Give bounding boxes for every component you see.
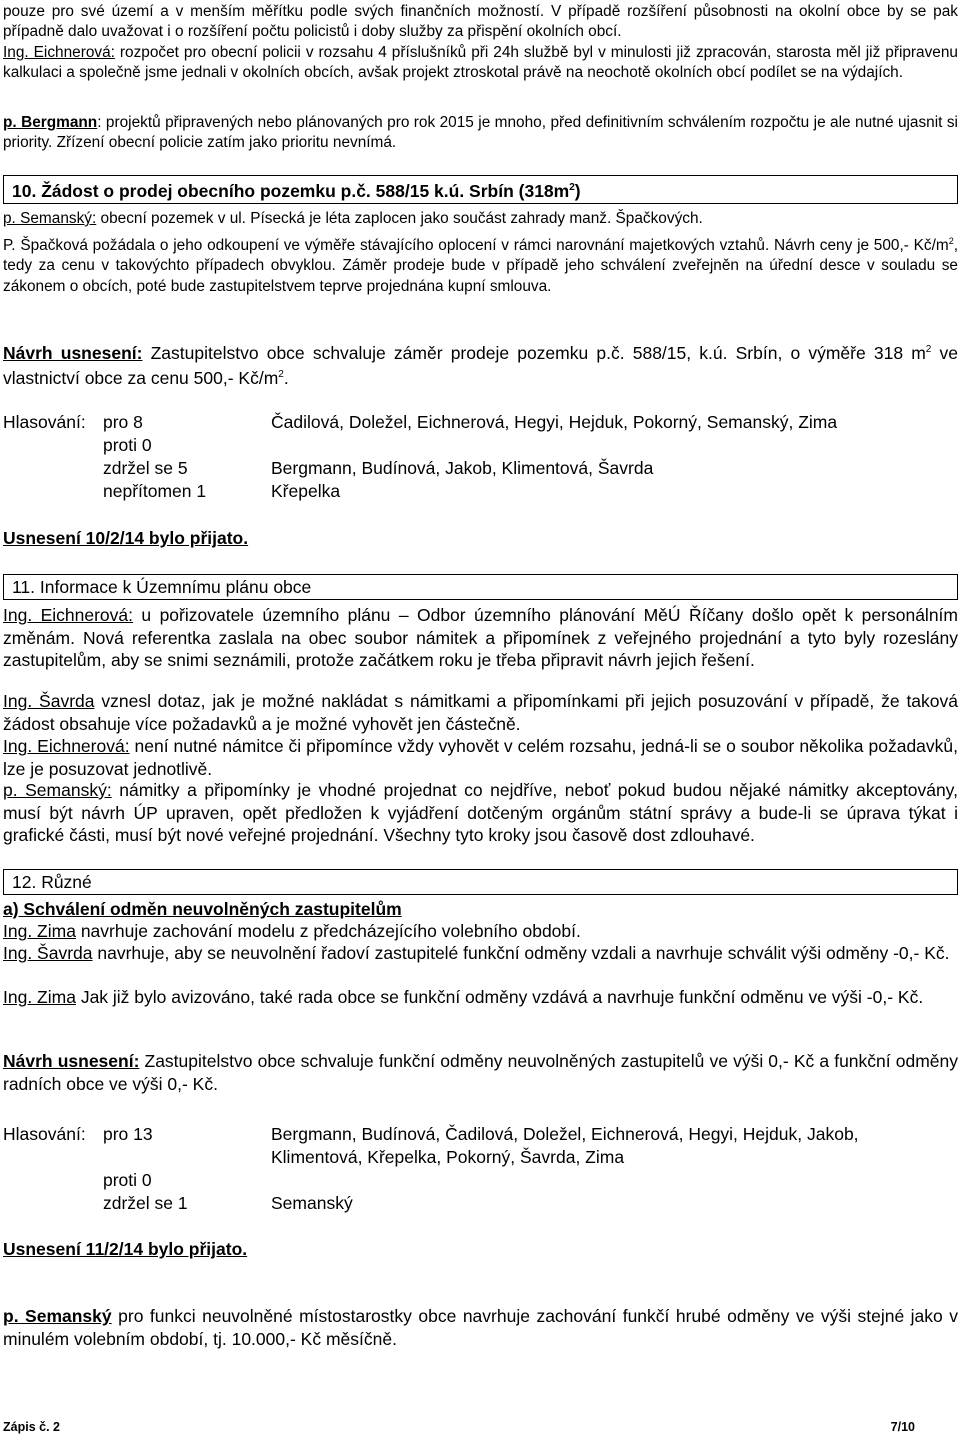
section-11-paragraph-d: p. Semanský: námitky a připomínky je vhodné projednat co nejdříve, neboť pokud budou nějaké námitky akceptovány, musí být návrh ÚP upraven, opět předložen k vyjádření dotčeným orgánům státní správy a bude-li se úprava týkat i grafické části, musí být nové veřejné projednání. Všechny tyto kroky jsou časově dost zdlouhavé. [3, 780, 958, 846]
section-10-paragraph: P. Špačková požádala o jeho odkoupení ve výměře stávajícího oplocení v rámci narovnání majetkových vztahů. Návrh ceny je 500,- $Kč/m^2$, tedy za cenu v takovýchto případech obvyklou. Záměr prodeje bude v případě jeho schválení zveřejněn na úřední desce v souladu se zákonem o obcích, poté bude zastupitelstvem teprve projednána kupní smlouva. [3, 236, 958, 295]
section-12-paragraph-b: Ing. Šavrda navrhuje, aby se neuvolnění řadoví zastupitelé funkční odměny vzdali a navrhuje schválit výši odměny -0,- Kč. [3, 943, 950, 963]
page-footer [3, 1420, 915, 1434]
section-11-paragraph-c: Ing. Eichnerová: není nutné námitce či připomínce vždy vyhovět v celém rozsahu, jedná-li se o soubor několika požadavků, lze je posuzovat jednotlivě. [3, 736, 958, 779]
vote-row: Hlasování: pro 13 Bergmann, Budínová, Čadilová, Doležel, Eichnerová, Hegyi, Hejduk, Jakob, Klimentová, Křepelka, Pokorný, Šavrda, Zima [3, 1124, 859, 1167]
section-10-vote-table [3, 411, 958, 503]
proposal-label: Návrh usnesení: [3, 342, 143, 363]
vote-row: proti 0 [103, 1170, 152, 1190]
vote-row: zdržel se 1 Semanský [103, 1193, 353, 1213]
paragraph-eichnerova-police [3, 43, 958, 84]
section-12-last-paragraph: p. Semanský pro funkci neuvolněné místostarostky obce navrhuje zachování funkčí hrubé odměny ve výši stejné jako v minulém volebním období, tj. 10.000,- Kč měsíčně. [3, 1306, 959, 1349]
vote-label: Hlasování: [3, 1124, 86, 1144]
speaker-name: Ing. Zima [3, 921, 76, 941]
section-10-line-1: p. Semanský: obecní pozemek v ul. Písecká je léta zaplocen jako součást zahrady manž. Špačkových. [3, 210, 703, 227]
section-12-paragraph-c: Ing. Zima Jak již bylo avizováno, také rada obce se funkční odměny vzdává a navrhuje funkční odměnu ve výši -0,- Kč. [3, 987, 924, 1007]
speaker-name: Ing. Eichnerová: [3, 44, 115, 61]
vote-label: Hlasování: [3, 412, 86, 432]
section-12-subheading: a) Schválení odměn neuvolněných zastupitelům [3, 899, 402, 919]
speaker-name: Ing. Šavrda [3, 943, 93, 963]
paragraph-text: rozpočet pro obecní policii v rozsahu 4 příslušníků při 24h službě byl v minulosti již zpracován, starosta měl již připravenu kalkulaci a společně jsme jednali v okolních obcích, avšak projekt ztroskotal právě na neochotě okolních obcí podílet se na výdajích. [3, 44, 958, 82]
speaker-name: Ing. Šavrda [3, 691, 95, 711]
section-10-result: Usnesení 10/2/14 bylo přijato. [3, 528, 249, 548]
paragraph-text: : projektů připravených nebo plánovaných pro rok 2015 je mnoho, před definitivním schválením rozpočtu je ale nutné ujasnit si priority. Zřízení obecní policie zatím jako prioritu nevnímá. [3, 114, 958, 152]
section-12-result: Usnesení 11/2/14 bylo přijato. [3, 1239, 248, 1259]
section-heading-12: 12. Různé [3, 869, 958, 895]
footer-document-id: Zápis č. 2 [3, 1420, 60, 1434]
speaker-name: p. Semanský: [3, 780, 112, 800]
speaker-name: Ing. Zima [3, 987, 76, 1007]
intro-paragraph: pouze pro své území a v menším měřítku podle svých finančních možností. V případě rozšíření působnosti na okolní obce by se pak případně dalo uvažovat i o rozšíření počtu policistů i doby služby za přispění okolních obcí. [3, 3, 958, 41]
vote-row: zdržel se 5 Bergmann, Budínová, Jakob, Klimentová, Šavrda [103, 458, 654, 478]
vote-row: nepřítomen 1 Křepelka [103, 481, 341, 501]
speaker-name: p. Semanský [3, 1306, 112, 1326]
footer-page-number: 7/10 [890, 1420, 915, 1434]
section-12-proposal: Návrh usnesení: Zastupitelstvo obce schvaluje funkční odměny neuvolněných zastupitelů ve výši 0,- Kč a funkční odměny radních obce ve výši 0,- Kč. [3, 1051, 958, 1094]
section-10-proposal: Návrh usnesení: Zastupitelstvo obce schvaluje záměr prodeje pozemku p.č. 588/15, k.ú. Srbín, o výměře 318 $m^2$ ve vlastnictví obce za cenu 500,- $Kč/m^2$. [3, 342, 958, 389]
speaker-name: p. Semanský: [3, 210, 97, 227]
vote-row: proti 0 [103, 435, 152, 455]
proposal-label: Návrh usnesení: [3, 1051, 140, 1071]
section-heading-11: 11. Informace k Územnímu plánu obce [3, 574, 958, 600]
section-12-vote-table [3, 1123, 958, 1215]
section-12-paragraph-a: Ing. Zima navrhuje zachování modelu z předcházejícího volebního období. [3, 921, 581, 941]
speaker-name: Ing. Eichnerová: [3, 736, 130, 756]
speaker-name: p. Bergmann [3, 114, 98, 131]
paragraph-bergmann [3, 113, 958, 154]
section-heading-10: 10. Žádost o prodej obecního pozemku p.č. 588/15 k.ú. Srbín $(318m^2)$ [3, 175, 958, 204]
speaker-name: Ing. Eichnerová: [3, 605, 134, 625]
section-11-paragraph-b: Ing. Šavrda vznesl dotaz, jak je možné nakládat s námitkami a připomínkami při jejich posuzování v případě, že taková žádost obsahuje více požadavků a je možné vyhovět jen částečně. [3, 691, 959, 734]
section-11-paragraph-a: Ing. Eichnerová: u pořizovatele územního plánu – Odbor územního plánování MěÚ Říčany došlo opět k personálním změnám. Nová referentka zaslala na obec soubor námitek a připomínek z veřejného projednání a tyto byly rozeslány zastupitelům, aby se snimi seznámili, protože začátkem roku je třeba připravit návrh jejich řešení. [3, 605, 958, 671]
vote-row: Hlasování: pro 8 Čadilová, Doležel, Eichnerová, Hegyi, Hejduk, Pokorný, Semanský, Zima [3, 412, 838, 432]
